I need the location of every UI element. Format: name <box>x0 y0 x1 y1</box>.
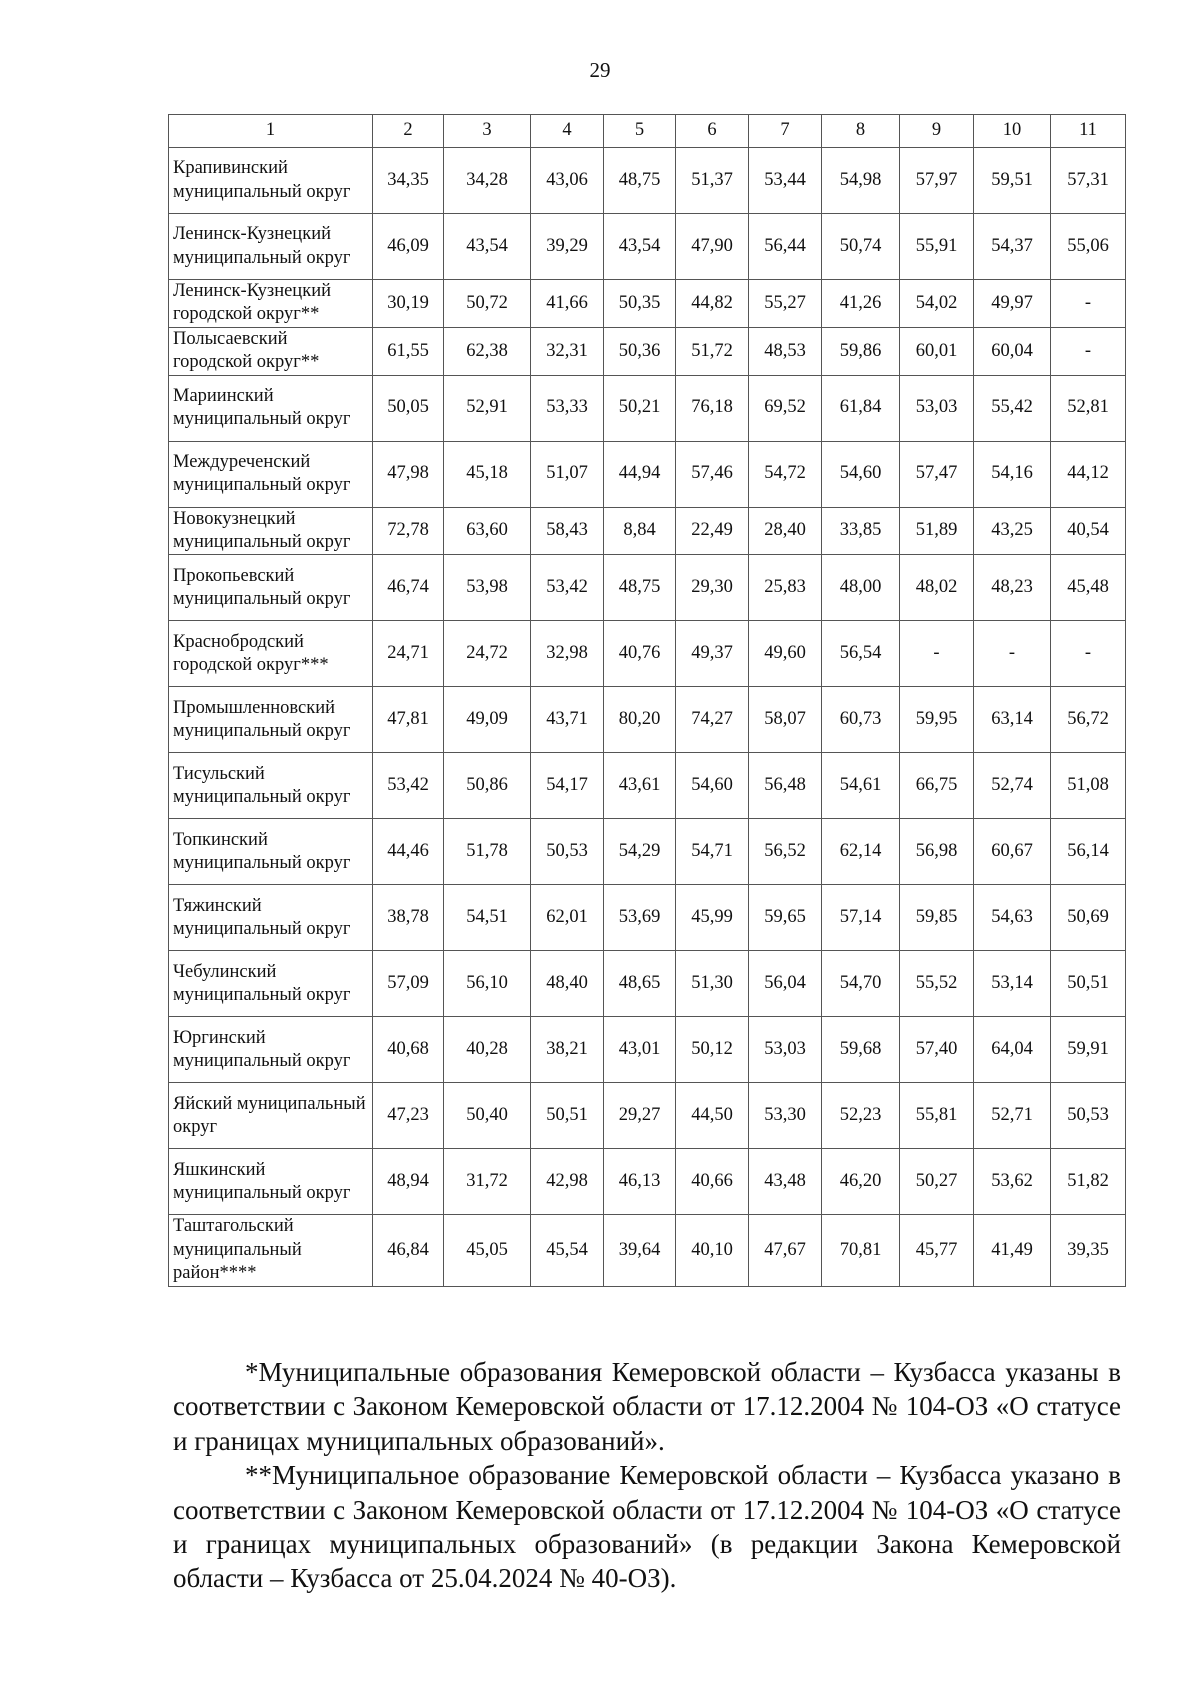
municipality-name: Мариинский муниципальный округ <box>169 375 373 441</box>
value-cell: 54,70 <box>822 951 900 1017</box>
value-cell: 48,75 <box>604 148 676 214</box>
value-cell: 76,18 <box>676 375 749 441</box>
value-cell: 50,36 <box>604 327 676 375</box>
value-cell: 45,48 <box>1051 555 1126 621</box>
table-row <box>169 951 1126 1017</box>
value-cell: 60,01 <box>900 327 974 375</box>
value-cell: 54,60 <box>676 753 749 819</box>
value-cell: 59,95 <box>900 687 974 753</box>
value-cell: 49,09 <box>444 687 531 753</box>
value-cell: 48,75 <box>604 555 676 621</box>
value-cell: 58,07 <box>749 687 822 753</box>
value-cell: 50,86 <box>444 753 531 819</box>
value-cell: 61,55 <box>373 327 444 375</box>
value-cell: 56,54 <box>822 621 900 687</box>
column-header: 6 <box>676 115 749 148</box>
municipality-name: Прокопьевский муниципальный округ <box>169 555 373 621</box>
value-cell: 53,33 <box>531 375 604 441</box>
value-cell: 32,98 <box>531 621 604 687</box>
municipality-name: Новокузнецкий муниципальный округ <box>169 507 373 555</box>
table-row <box>169 148 1126 214</box>
value-cell: 51,72 <box>676 327 749 375</box>
column-header: 11 <box>1051 115 1126 148</box>
table-row <box>169 555 1126 621</box>
table-row <box>169 1215 1126 1286</box>
value-cell: 69,52 <box>749 375 822 441</box>
column-header: 9 <box>900 115 974 148</box>
value-cell: 42,98 <box>531 1149 604 1215</box>
value-cell: 51,89 <box>900 507 974 555</box>
value-cell: 48,00 <box>822 555 900 621</box>
value-cell: 70,81 <box>822 1215 900 1286</box>
value-cell: - <box>1051 621 1126 687</box>
value-cell: 46,09 <box>373 214 444 280</box>
value-cell: 53,30 <box>749 1083 822 1149</box>
value-cell: 34,28 <box>444 148 531 214</box>
value-cell: 40,10 <box>676 1215 749 1286</box>
value-cell: 56,48 <box>749 753 822 819</box>
value-cell: 53,44 <box>749 148 822 214</box>
municipality-name: Яйский муниципальный округ <box>169 1083 373 1149</box>
municipality-name: Ленинск-Кузнецкий муниципальный округ <box>169 214 373 280</box>
value-cell: 51,30 <box>676 951 749 1017</box>
value-cell: 39,29 <box>531 214 604 280</box>
value-cell: 31,72 <box>444 1149 531 1215</box>
value-cell: 24,71 <box>373 621 444 687</box>
value-cell: 62,14 <box>822 819 900 885</box>
municipality-name: Юргинский муниципальный округ <box>169 1017 373 1083</box>
value-cell: 52,81 <box>1051 375 1126 441</box>
value-cell: 50,12 <box>676 1017 749 1083</box>
value-cell: 43,06 <box>531 148 604 214</box>
value-cell: 51,08 <box>1051 753 1126 819</box>
value-cell: 54,29 <box>604 819 676 885</box>
value-cell: 57,46 <box>676 441 749 507</box>
value-cell: 41,66 <box>531 280 604 328</box>
table-row <box>169 1017 1126 1083</box>
value-cell: 53,62 <box>974 1149 1051 1215</box>
table-row <box>169 885 1126 951</box>
value-cell: 52,23 <box>822 1083 900 1149</box>
value-cell: 62,01 <box>531 885 604 951</box>
value-cell: 44,12 <box>1051 441 1126 507</box>
municipality-name: Таштагольский муниципальный район**** <box>169 1215 373 1286</box>
value-cell: 50,51 <box>531 1083 604 1149</box>
municipality-name: Полысаевский городской округ** <box>169 327 373 375</box>
value-cell: 54,02 <box>900 280 974 328</box>
value-cell: 43,71 <box>531 687 604 753</box>
table-body <box>169 148 1126 1287</box>
value-cell: 56,98 <box>900 819 974 885</box>
value-cell: 45,77 <box>900 1215 974 1286</box>
value-cell: 43,61 <box>604 753 676 819</box>
value-cell: 48,53 <box>749 327 822 375</box>
value-cell: 49,97 <box>974 280 1051 328</box>
value-cell: 56,10 <box>444 951 531 1017</box>
value-cell: 59,51 <box>974 148 1051 214</box>
value-cell: 56,52 <box>749 819 822 885</box>
value-cell: 32,31 <box>531 327 604 375</box>
value-cell: 50,69 <box>1051 885 1126 951</box>
value-cell: 60,67 <box>974 819 1051 885</box>
value-cell: 46,84 <box>373 1215 444 1286</box>
value-cell: - <box>974 621 1051 687</box>
value-cell: 59,91 <box>1051 1017 1126 1083</box>
value-cell: 74,27 <box>676 687 749 753</box>
value-cell: 8,84 <box>604 507 676 555</box>
value-cell: 54,37 <box>974 214 1051 280</box>
value-cell: 25,83 <box>749 555 822 621</box>
municipality-name: Топкинский муниципальный округ <box>169 819 373 885</box>
value-cell: 59,86 <box>822 327 900 375</box>
value-cell: 33,85 <box>822 507 900 555</box>
table-row <box>169 441 1126 507</box>
value-cell: 55,91 <box>900 214 974 280</box>
value-cell: 45,05 <box>444 1215 531 1286</box>
value-cell: 54,71 <box>676 819 749 885</box>
municipality-name: Тисульский муниципальный округ <box>169 753 373 819</box>
value-cell: 56,04 <box>749 951 822 1017</box>
value-cell: 57,47 <box>900 441 974 507</box>
value-cell: 50,74 <box>822 214 900 280</box>
value-cell: 53,42 <box>373 753 444 819</box>
value-cell: 58,43 <box>531 507 604 555</box>
value-cell: 41,26 <box>822 280 900 328</box>
municipality-name: Крапивинский муниципальный округ <box>169 148 373 214</box>
value-cell: 51,78 <box>444 819 531 885</box>
value-cell: 56,14 <box>1051 819 1126 885</box>
value-cell: 50,51 <box>1051 951 1126 1017</box>
value-cell: 39,64 <box>604 1215 676 1286</box>
value-cell: 45,99 <box>676 885 749 951</box>
value-cell: 43,54 <box>604 214 676 280</box>
value-cell: 50,21 <box>604 375 676 441</box>
value-cell: 60,73 <box>822 687 900 753</box>
value-cell: 38,21 <box>531 1017 604 1083</box>
value-cell: 59,65 <box>749 885 822 951</box>
value-cell: 52,74 <box>974 753 1051 819</box>
value-cell: 44,50 <box>676 1083 749 1149</box>
value-cell: 80,20 <box>604 687 676 753</box>
value-cell: 40,76 <box>604 621 676 687</box>
value-cell: 50,35 <box>604 280 676 328</box>
value-cell: 55,42 <box>974 375 1051 441</box>
table-row <box>169 507 1126 555</box>
value-cell: 50,53 <box>1051 1083 1126 1149</box>
municipality-name: Краснобродский городской округ*** <box>169 621 373 687</box>
value-cell: 43,48 <box>749 1149 822 1215</box>
value-cell: 40,54 <box>1051 507 1126 555</box>
value-cell: 48,23 <box>974 555 1051 621</box>
header-row <box>169 115 1126 148</box>
table-row <box>169 375 1126 441</box>
column-header: 8 <box>822 115 900 148</box>
value-cell: 54,72 <box>749 441 822 507</box>
value-cell: 30,19 <box>373 280 444 328</box>
value-cell: 57,40 <box>900 1017 974 1083</box>
value-cell: 50,27 <box>900 1149 974 1215</box>
column-header: 5 <box>604 115 676 148</box>
value-cell: 50,53 <box>531 819 604 885</box>
table-row <box>169 621 1126 687</box>
value-cell: 52,71 <box>974 1083 1051 1149</box>
value-cell: 50,72 <box>444 280 531 328</box>
value-cell: 49,37 <box>676 621 749 687</box>
column-header: 3 <box>444 115 531 148</box>
value-cell: 48,94 <box>373 1149 444 1215</box>
table-row <box>169 819 1126 885</box>
value-cell: 55,06 <box>1051 214 1126 280</box>
value-cell: 47,98 <box>373 441 444 507</box>
table-row <box>169 1149 1126 1215</box>
municipality-name: Яшкинский муниципальный округ <box>169 1149 373 1215</box>
value-cell: 43,25 <box>974 507 1051 555</box>
value-cell: 63,60 <box>444 507 531 555</box>
municipality-name: Ленинск-Кузнецкий городской округ** <box>169 280 373 328</box>
value-cell: 50,05 <box>373 375 444 441</box>
value-cell: 59,68 <box>822 1017 900 1083</box>
value-cell: 47,23 <box>373 1083 444 1149</box>
value-cell: 49,60 <box>749 621 822 687</box>
value-cell: 57,97 <box>900 148 974 214</box>
value-cell: 57,31 <box>1051 148 1126 214</box>
column-header: 10 <box>974 115 1051 148</box>
value-cell: 29,30 <box>676 555 749 621</box>
table-row <box>169 1083 1126 1149</box>
value-cell: 57,14 <box>822 885 900 951</box>
value-cell: 40,66 <box>676 1149 749 1215</box>
value-cell: 51,07 <box>531 441 604 507</box>
value-cell: - <box>900 621 974 687</box>
value-cell: 54,51 <box>444 885 531 951</box>
municipality-name: Междуреченский муниципальный округ <box>169 441 373 507</box>
value-cell: 48,02 <box>900 555 974 621</box>
value-cell: 53,14 <box>974 951 1051 1017</box>
column-header: 4 <box>531 115 604 148</box>
value-cell: 53,42 <box>531 555 604 621</box>
value-cell: 48,40 <box>531 951 604 1017</box>
footnote-1: *Муниципальные образования Кемеровской области – Кузбасса указаны в соответствии с Законом Кемеровской области от 17.12.2004 № 104-ОЗ «О статусе и границах муниципальных образований». <box>173 1357 1121 1456</box>
value-cell: 55,27 <box>749 280 822 328</box>
table-header <box>169 115 1126 148</box>
column-header: 1 <box>169 115 373 148</box>
value-cell: 53,69 <box>604 885 676 951</box>
value-cell: 55,52 <box>900 951 974 1017</box>
page-number: 29 <box>589 58 611 82</box>
value-cell: 52,91 <box>444 375 531 441</box>
value-cell: 60,04 <box>974 327 1051 375</box>
value-cell: - <box>1051 327 1126 375</box>
value-cell: 38,78 <box>373 885 444 951</box>
table-row <box>169 327 1126 375</box>
value-cell: 34,35 <box>373 148 444 214</box>
value-cell: 47,90 <box>676 214 749 280</box>
value-cell: 54,17 <box>531 753 604 819</box>
value-cell: 54,61 <box>822 753 900 819</box>
value-cell: 41,49 <box>974 1215 1051 1286</box>
value-cell: 57,09 <box>373 951 444 1017</box>
value-cell: 22,49 <box>676 507 749 555</box>
value-cell: 28,40 <box>749 507 822 555</box>
value-cell: 61,84 <box>822 375 900 441</box>
column-header: 2 <box>373 115 444 148</box>
value-cell: 64,04 <box>974 1017 1051 1083</box>
table-row <box>169 687 1126 753</box>
value-cell: 44,94 <box>604 441 676 507</box>
table-row <box>169 280 1126 328</box>
value-cell: 54,60 <box>822 441 900 507</box>
value-cell: 72,78 <box>373 507 444 555</box>
value-cell: 44,82 <box>676 280 749 328</box>
municipality-name: Чебулинский муниципальный округ <box>169 951 373 1017</box>
value-cell: 29,27 <box>604 1083 676 1149</box>
value-cell: 66,75 <box>900 753 974 819</box>
value-cell: 45,18 <box>444 441 531 507</box>
data-table <box>168 114 1126 1287</box>
value-cell: 54,98 <box>822 148 900 214</box>
value-cell: 46,13 <box>604 1149 676 1215</box>
value-cell: 46,74 <box>373 555 444 621</box>
column-header: 7 <box>749 115 822 148</box>
value-cell: 53,03 <box>749 1017 822 1083</box>
value-cell: 43,54 <box>444 214 531 280</box>
value-cell: 47,81 <box>373 687 444 753</box>
value-cell: 56,72 <box>1051 687 1126 753</box>
table-row <box>169 214 1126 280</box>
value-cell: 50,40 <box>444 1083 531 1149</box>
value-cell: 48,65 <box>604 951 676 1017</box>
value-cell: 40,68 <box>373 1017 444 1083</box>
value-cell: 46,20 <box>822 1149 900 1215</box>
municipality-name: Промышленновский муниципальный округ <box>169 687 373 753</box>
value-cell: 53,98 <box>444 555 531 621</box>
value-cell: 62,38 <box>444 327 531 375</box>
value-cell: 63,14 <box>974 687 1051 753</box>
value-cell: 45,54 <box>531 1215 604 1286</box>
value-cell: 51,82 <box>1051 1149 1126 1215</box>
value-cell: 56,44 <box>749 214 822 280</box>
value-cell: - <box>1051 280 1126 328</box>
table-row <box>169 753 1126 819</box>
footnotes <box>173 1355 1121 1596</box>
value-cell: 44,46 <box>373 819 444 885</box>
value-cell: 54,16 <box>974 441 1051 507</box>
value-cell: 40,28 <box>444 1017 531 1083</box>
value-cell: 47,67 <box>749 1215 822 1286</box>
value-cell: 39,35 <box>1051 1215 1126 1286</box>
value-cell: 54,63 <box>974 885 1051 951</box>
value-cell: 51,37 <box>676 148 749 214</box>
municipality-name: Тяжинский муниципальный округ <box>169 885 373 951</box>
value-cell: 59,85 <box>900 885 974 951</box>
value-cell: 55,81 <box>900 1083 974 1149</box>
value-cell: 24,72 <box>444 621 531 687</box>
value-cell: 43,01 <box>604 1017 676 1083</box>
value-cell: 53,03 <box>900 375 974 441</box>
footnote-2: **Муниципальное образование Кемеровской области – Кузбасса указано в соответствии с Законом Кемеровской области от 17.12.2004 № 104-ОЗ «О статусе и границах муниципальных образований» (в редакции Закона Кемеровской области – Кузбасса от 25.04.2024 № 40-ОЗ). <box>173 1460 1121 1594</box>
